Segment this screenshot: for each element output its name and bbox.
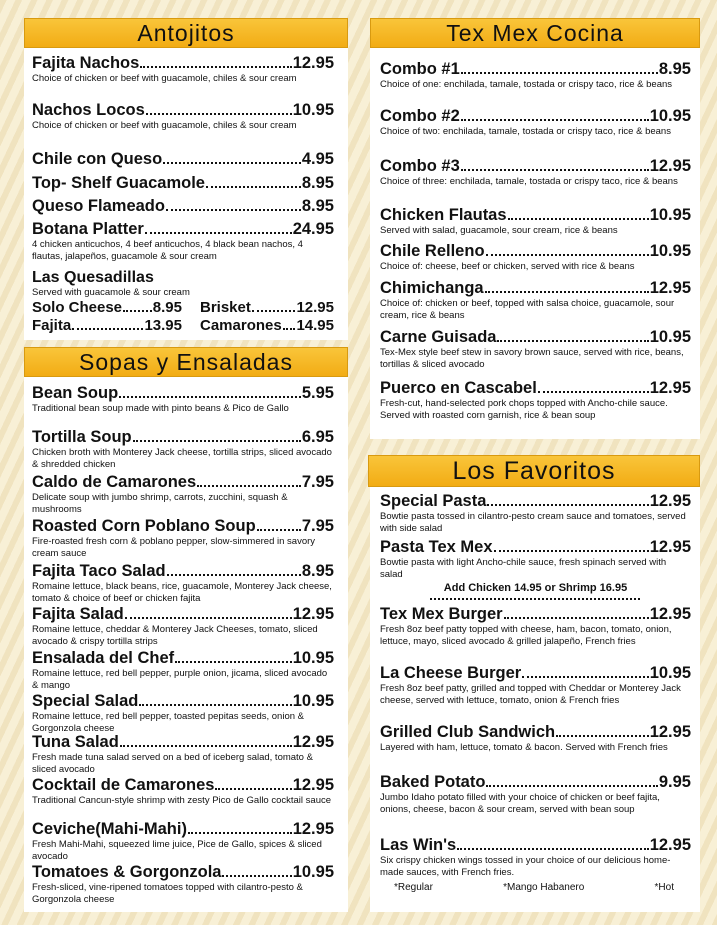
menu-item (32, 473, 334, 515)
item-name: Tortilla Soup (32, 428, 132, 446)
item-name: Combo #2 (380, 107, 460, 125)
item-price: 12.95 (649, 157, 691, 175)
item-price: 8.95 (658, 60, 691, 78)
menu-item (380, 206, 691, 237)
menu-item (380, 836, 691, 878)
texmex-banner: Tex Mex Cocina (370, 18, 700, 48)
item-name: Top- Shelf Guacamole (32, 174, 205, 192)
menu-item (32, 863, 334, 905)
option-price: 12.95 (296, 299, 334, 316)
item-name: Botana Platter (32, 220, 144, 238)
item-price: 9.95 (658, 773, 691, 791)
item-desc: Romaine lettuce, red bell pepper, toasted pepitas seeds, onion & Gorgonzola cheese (32, 711, 304, 734)
item-price: 12.95 (292, 820, 334, 838)
menu-item (32, 197, 334, 216)
menu-item (380, 60, 691, 91)
item-price: 10.95 (649, 328, 691, 346)
menu-item (32, 150, 334, 169)
item-price: 12.95 (649, 605, 691, 623)
menu-item (380, 157, 691, 188)
menu-item (380, 773, 691, 815)
item-price: 10.95 (292, 101, 334, 119)
menu-item (32, 428, 334, 470)
quesadillas-title: Las Quesadillas (32, 269, 154, 286)
item-name: Nachos Locos (32, 101, 145, 119)
item-desc: Fresh-cut, hand-selected pork chops topped with Ancho-chile sauce. Served with roasted corn garnish, rice & bean soup (380, 398, 668, 421)
item-desc: Six crispy chicken wings tossed in your choice of our delicious home-made sauces, with French fries. (380, 855, 671, 878)
wing-sauce-options (394, 882, 674, 893)
sopas-banner: Sopas y Ensaladas (24, 347, 348, 377)
item-price: 4.95 (301, 150, 334, 168)
item-price: 10.95 (649, 206, 691, 224)
item-name: Combo #3 (380, 157, 460, 175)
item-name: Ceviche(Mahi-Mahi) (32, 820, 187, 838)
item-desc: Choice of three: enchilada, tamale, tostada or crispy taco, rice & beans (380, 176, 678, 187)
item-name: Chile Relleno (380, 242, 485, 260)
item-name: Ensalada del Chef (32, 649, 175, 667)
option-name: Fajita (32, 317, 72, 334)
menu-item (32, 820, 334, 862)
item-desc: Fresh 8oz beef patty topped with cheese, ham, bacon, tomato, onion, lettuce, mayo, sliced avocado & grilled jalapeño, French fries (380, 624, 672, 647)
sauce-hot: *Hot (654, 882, 674, 893)
option-price: 14.95 (296, 317, 334, 334)
item-desc: Fresh made tuna salad served on a bed of iceberg salad, tomato & sliced avocado (32, 752, 313, 775)
item-name: Baked Potato (380, 773, 486, 791)
quesadilla-option (32, 317, 182, 335)
quesadilla-option (200, 299, 334, 317)
item-price: 12.95 (649, 836, 691, 854)
item-name: Combo #1 (380, 60, 460, 78)
menu-item (380, 242, 691, 273)
item-name: Special Salad (32, 692, 139, 710)
item-price: 24.95 (292, 220, 334, 238)
menu-item (32, 562, 334, 604)
item-name: Chimichanga (380, 279, 484, 297)
item-price: 12.95 (649, 723, 691, 741)
item-price: 12.95 (649, 279, 691, 297)
item-name: Carne Guisada (380, 328, 497, 346)
option-price: 8.95 (152, 299, 182, 316)
item-name: Chicken Flautas (380, 206, 507, 224)
option-price: 13.95 (144, 317, 182, 334)
menu-item (32, 174, 334, 193)
menu-item (380, 723, 691, 754)
menu-item (32, 54, 334, 85)
item-name: Tomatoes & Gorgonzola (32, 863, 222, 881)
menu-item (32, 384, 334, 415)
item-desc: Bowtie pasta with light Ancho-chile sauce, fresh spinach served with salad (380, 557, 667, 580)
item-desc: Fresh 8oz beef patty, grilled and topped with Cheddar or Monterey Jack cheese, served with lettuce, tomato, onion & French fries (380, 683, 681, 706)
antojitos-banner: Antojitos (24, 18, 348, 48)
item-desc: Fresh-sliced, vine-ripened tomatoes topped with cilantro-pesto & Gorgonzola cheese (32, 882, 303, 905)
item-price: 12.95 (292, 733, 334, 751)
item-name: Tuna Salad (32, 733, 119, 751)
item-desc: Choice of two: enchilada, tamale, tostada or crispy taco, rice & beans (380, 126, 671, 137)
item-name: Pasta Tex Mex (380, 538, 493, 556)
item-desc: Choice of one: enchilada, tamale, tostada or crispy taco, rice & beans (380, 79, 673, 90)
item-price: 10.95 (292, 692, 334, 710)
menu-item (32, 692, 334, 734)
item-price: 12.95 (649, 379, 691, 397)
item-desc: Choice of: chicken or beef, topped with salsa choice, guacamole, sour cream, rice & beans (380, 298, 675, 321)
item-name: Roasted Corn Poblano Soup (32, 517, 256, 535)
item-desc: 4 chicken anticuchos, 4 beef anticuchos, 4 black bean nachos, 4 flautas, jalapeños, guacamole & sour cream (32, 239, 303, 262)
favoritos-list (380, 492, 691, 900)
menu-item (380, 328, 691, 370)
item-price: 12.95 (649, 492, 691, 510)
quesadilla-option (32, 299, 182, 317)
item-desc: Tex-Mex style beef stew in savory brown sauce, served with rice, beans, tortillas & sliced avocado (380, 347, 684, 370)
item-desc: Bowtie pasta tossed in cilantro-pesto cream sauce and tomatoes, served with side salad (380, 511, 686, 534)
addon-divider (430, 598, 640, 600)
menu-item (32, 517, 334, 559)
menu-item (32, 605, 334, 647)
menu-item (32, 776, 334, 807)
item-price: 12.95 (292, 605, 334, 623)
item-price: 7.95 (301, 473, 334, 491)
menu-item (32, 220, 334, 262)
menu-item (380, 379, 691, 421)
item-desc: Choice of chicken or beef with guacamole, chiles & sour cream (32, 73, 297, 84)
item-price: 6.95 (301, 428, 334, 446)
item-name: Caldo de Camarones (32, 473, 197, 491)
item-price: 12.95 (292, 54, 334, 72)
item-price: 7.95 (301, 517, 334, 535)
item-desc: Layered with ham, lettuce, tomato & bacon. Served with French fries (380, 742, 668, 753)
menu-item (32, 649, 334, 691)
menu-item (380, 492, 691, 534)
item-desc: Traditional Cancun-style shrimp with zesty Pico de Gallo cocktail sauce (32, 795, 332, 806)
item-name: Tex Mex Burger (380, 605, 503, 623)
option-name: Brisket (200, 299, 251, 316)
menu-item (380, 664, 691, 706)
item-price: 10.95 (649, 242, 691, 260)
item-price: 10.95 (649, 664, 691, 682)
item-price: 8.95 (301, 562, 334, 580)
item-desc: Romaine lettuce, cheddar & Monterey Jack Cheeses, tomato, sliced avocado & crispy tortilla strips (32, 624, 318, 647)
item-price: 5.95 (301, 384, 334, 402)
item-name: Puerco en Cascabel (380, 379, 537, 397)
item-desc: Romaine lettuce, red bell pepper, purple onion, jicama, sliced avocado & mango (32, 668, 328, 691)
item-desc: Chicken broth with Monterey Jack cheese, tortilla strips, sliced avocado & shredded chicken (32, 447, 332, 470)
option-name: Camarones (200, 317, 282, 334)
quesadillas-desc: Served with guacamole & sour cream (32, 287, 190, 298)
menu-item (380, 538, 691, 580)
item-name: Grilled Club Sandwich (380, 723, 556, 741)
menu-item (32, 733, 334, 775)
item-name: Queso Flameado (32, 197, 165, 215)
item-name: Bean Soup (32, 384, 119, 402)
item-price: 12.95 (649, 538, 691, 556)
item-name: La Cheese Burger (380, 664, 522, 682)
item-price: 10.95 (292, 649, 334, 667)
item-desc: Fresh Mahi-Mahi, squeezed lime juice, Pice de Gallo, spices & sliced avocado (32, 839, 322, 862)
item-price: 8.95 (301, 197, 334, 215)
item-price: 10.95 (292, 863, 334, 881)
quesadillas-block (32, 268, 334, 299)
item-name: Fajita Taco Salad (32, 562, 166, 580)
pasta-addon: Add Chicken 14.95 or Shrimp 16.95 (443, 582, 628, 594)
item-name: Las Win's (380, 836, 457, 854)
item-desc: Romaine lettuce, black beans, rice, guacamole, Monterey Jack cheese, tomato & choice of beef or chicken fajita (32, 581, 332, 604)
item-price: 8.95 (301, 174, 334, 192)
item-name: Chile con Queso (32, 150, 163, 168)
item-desc: Choice of chicken or beef with guacamole, chiles & sour cream (32, 120, 297, 131)
item-name: Fajita Salad (32, 605, 124, 623)
menu-item (380, 279, 691, 321)
option-name: Solo Cheese (32, 299, 123, 316)
menu-item (32, 101, 334, 132)
item-name: Fajita Nachos (32, 54, 140, 72)
item-price: 10.95 (649, 107, 691, 125)
item-desc: Fire-roasted fresh corn & poblano pepper, slow-simmered in savory cream sauce (32, 536, 316, 559)
item-desc: Choice of: cheese, beef or chicken, served with rice & beans (380, 261, 635, 272)
sauce-mango-habanero: *Mango Habanero (503, 882, 585, 893)
item-desc: Jumbo Idaho potato filled with your choice of chicken or beef fajita, onions, cheese, bacon & sour cream, served with bean soup (380, 792, 660, 815)
menu-item (380, 605, 691, 647)
favoritos-banner: Los Favoritos (368, 455, 700, 487)
item-desc: Traditional bean soup made with pinto beans & Pico de Gallo (32, 403, 289, 414)
sauce-regular: *Regular (394, 882, 433, 893)
item-desc: Served with salad, guacamole, sour cream, rice & beans (380, 225, 618, 236)
item-price: 12.95 (292, 776, 334, 794)
item-desc: Delicate soup with jumbo shrimp, carrots, zucchini, squash & mushrooms (32, 492, 288, 515)
item-name: Cocktail de Camarones (32, 776, 215, 794)
quesadilla-option (200, 317, 334, 335)
menu-item (380, 107, 691, 138)
item-name: Special Pasta (380, 492, 487, 510)
